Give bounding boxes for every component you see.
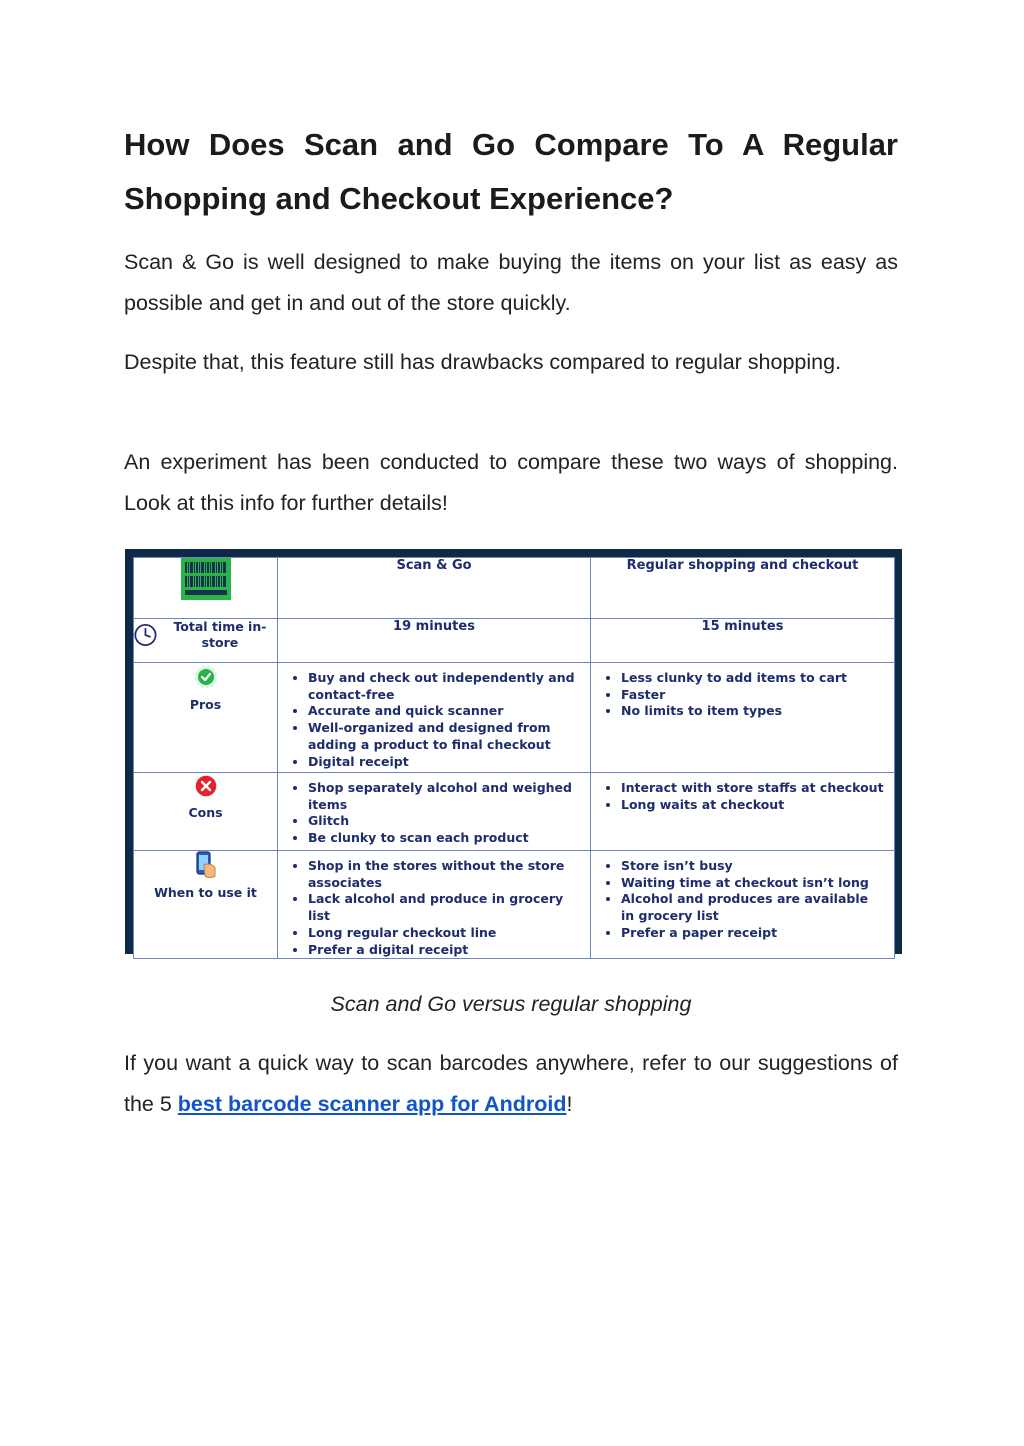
paragraph-closing (124, 1043, 898, 1125)
table-row-time (134, 619, 895, 663)
row-label-time-text: Total time in-store (173, 619, 267, 650)
list-item: • Prefer a paper receipt (621, 925, 884, 942)
list-item: • Well-organized and designed from adding a product to final checkout (308, 720, 580, 753)
barcode-logo-cell (134, 558, 278, 619)
list-item: • Accurate and quick scanner (308, 703, 580, 720)
pros-scan-go-list (278, 663, 590, 770)
pros-scan-go (278, 663, 591, 773)
pros-regular (591, 663, 895, 773)
closing-punct: ! (566, 1092, 573, 1116)
list-item: • Shop in the stores without the store associates (308, 858, 580, 891)
column-header-regular: Regular shopping and checkout (591, 558, 895, 619)
figure-caption: Scan and Go versus regular shopping (330, 992, 692, 1016)
row-label-pros (134, 663, 278, 773)
page-title: How Does Scan and Go Compare To A Regular Shopping and Checkout Experience? (124, 127, 898, 216)
time-scan-go: 19 minutes (278, 619, 591, 663)
closing-text: If you want a quick way to scan barcodes anywhere, refer to our suggestions of the 5 (124, 1051, 898, 1116)
list-item: • Lack alcohol and produce in grocery list (308, 891, 580, 924)
comparison-infographic (125, 549, 902, 957)
list-item: • Long regular checkout line (308, 925, 580, 942)
barcode-scanner-link[interactable]: best barcode scanner app for Android (177, 1092, 567, 1116)
time-regular: 15 minutes (591, 619, 895, 663)
paragraph-experiment: An experiment has been conducted to compare these two ways of shopping. Look at this info for further details! (124, 450, 898, 515)
table-header-row (134, 558, 895, 619)
row-label-when (134, 851, 278, 959)
list-item: • Shop separately alcohol and weighed items (308, 780, 580, 813)
clock-icon (134, 622, 157, 648)
list-item: • Faster (621, 687, 884, 704)
list-item: • Prefer a digital receipt (308, 942, 580, 959)
list-item: • Be clunky to scan each product (308, 830, 580, 847)
when-regular-list (591, 851, 894, 942)
row-label-when-text: When to use it (154, 885, 257, 900)
list-item: • No limits to item types (621, 703, 884, 720)
cons-scan-go (278, 773, 591, 851)
cons-regular (591, 773, 895, 851)
table-row-pros (134, 663, 895, 773)
table-row-when (134, 851, 895, 959)
when-scan-go (278, 851, 591, 959)
phone-hand-icon (194, 851, 218, 879)
row-label-pros-text: Pros (189, 697, 222, 712)
barcode-icon (181, 558, 231, 600)
check-gear-icon (192, 663, 220, 691)
column-header-scan-go: Scan & Go (278, 558, 591, 619)
list-item: • Digital receipt (308, 754, 580, 771)
list-item: • Interact with store staffs at checkout (621, 780, 884, 797)
row-label-cons (134, 773, 278, 851)
list-item: • Store isn’t busy (621, 858, 884, 875)
list-item: • Less clunky to add items to cart (621, 670, 884, 687)
list-item: • Waiting time at checkout isn’t long (621, 875, 884, 892)
list-item: • Alcohol and produces are available in grocery list (621, 891, 884, 924)
x-circle-icon (193, 773, 219, 799)
row-label-cons-text: Cons (188, 805, 223, 820)
cons-scan-go-list (278, 773, 590, 847)
list-item: • Glitch (308, 813, 580, 830)
pros-regular-list (591, 663, 894, 720)
when-regular (591, 851, 895, 959)
paragraph-drawbacks: Despite that, this feature still has drawbacks compared to regular shopping. (124, 350, 842, 374)
row-label-time (134, 619, 278, 663)
comparison-table (133, 557, 895, 959)
table-row-cons (134, 773, 895, 851)
when-scan-go-list (278, 851, 590, 958)
cons-regular-list (591, 773, 894, 813)
list-item: • Long waits at checkout (621, 797, 884, 814)
paragraph-intro: Scan & Go is well designed to make buying the items on your list as easy as possible and get in and out of the store quickly. (124, 250, 898, 315)
list-item: • Buy and check out independently and contact-free (308, 670, 580, 703)
